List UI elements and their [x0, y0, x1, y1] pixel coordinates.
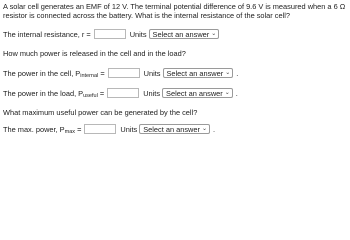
question-text: A solar cell generates an EMF of 12 V. The terminal potential difference of 9.6 V is measured when a 6 Ω resistor is connected across the battery. What is the internal resistance of the solar cell? — [3, 2, 346, 20]
max-power-question: What maximum useful power can be generated by the cell? — [3, 108, 198, 117]
power-max-input[interactable] — [84, 124, 116, 134]
power-internal-units-select[interactable] — [163, 68, 234, 78]
trailing-period: . — [212, 124, 216, 134]
power-useful-label: The power in the load, $P_{useful}$ = — [3, 88, 105, 99]
power-useful-units-select[interactable] — [162, 88, 233, 98]
power-internal-units-select-text: Select an answer — [166, 68, 224, 78]
internal-resistance-label: The internal resistance, r = — [3, 29, 91, 39]
power-max-units-label: Units — [120, 124, 138, 134]
power-max-units-select-text: Select an answer — [143, 124, 200, 134]
internal-resistance-units-label: Units — [129, 29, 147, 39]
power-question: How much power is released in the cell and in the load? — [3, 49, 186, 58]
trailing-period: . — [235, 88, 238, 98]
internal-resistance-units-select-text: Select an answer — [152, 29, 210, 39]
chevron-down-icon: ⌄ — [225, 69, 231, 76]
power-useful-row — [3, 87, 238, 99]
power-useful-units-select-text: Select an answer — [166, 88, 223, 98]
trailing-period: . — [236, 68, 239, 78]
power-useful-input[interactable] — [107, 88, 139, 98]
power-internal-units-label: Units — [143, 68, 161, 78]
power-max-row — [3, 123, 215, 135]
chevron-down-icon: ⌄ — [224, 89, 230, 96]
internal-resistance-row — [3, 28, 219, 40]
internal-resistance-input[interactable] — [94, 29, 126, 39]
internal-resistance-units-select[interactable] — [149, 29, 220, 39]
chevron-down-icon: ⌄ — [201, 125, 207, 132]
chevron-down-icon: ⌄ — [211, 30, 217, 37]
power-max-units-select[interactable] — [139, 124, 210, 134]
power-useful-units-label: Units — [143, 88, 161, 98]
power-internal-row — [3, 67, 238, 79]
power-internal-label: The power in the cell, $P_{internal}$ = — [3, 68, 105, 79]
power-internal-input[interactable] — [108, 68, 140, 78]
power-max-label: The max. power, $P_{max}$ = — [3, 124, 82, 135]
